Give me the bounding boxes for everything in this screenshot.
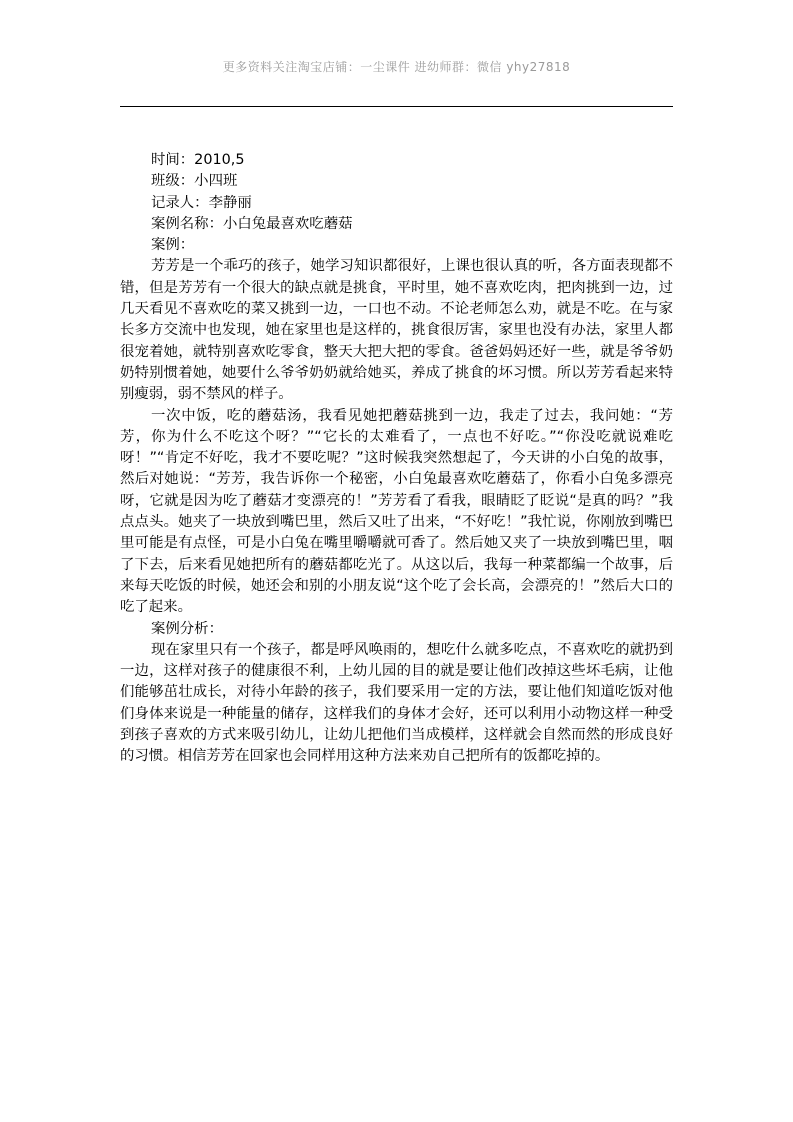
document-body — [120, 150, 673, 768]
header-divider — [120, 106, 673, 107]
case-paragraph-2: 一次中饭，吃的蘑菇汤，我看见她把蘑菇挑到一边，我走了过去，我问她：“芳芳，你为什么不吃这个呀？”“它长的太难看了，一点也不好吃。”“你没吃就说难吃呀！”“肯定不好吃，我才不要吃呢？”这时候我突然想起了，今天讲的小白兔的故事，然后对她说：“芳芳，我告诉你一个秘密，小白兔最喜欢吃蘑菇了，你看小白兔多漂亮呀，它就是因为吃了蘑菇才变漂亮的！”芳芳看了看我，眼睛眨了眨说“是真的吗？”我点点头。她夹了一块放到嘴巴里，然后又吐了出来，“不好吃！”我忙说，你刚放到嘴巴里可能是有点怪，可是小白兔在嘴里嚼嚼就可香了。然后她又夹了一块放到嘴巴里，咽了下去，后来看见她把所有的蘑菇都吃光了。从这以后，我每一种菜都编一个故事，后来每天吃饭的时候，她还会和别的小朋友说“这个吃了会长高，会漂亮的！”然后大口的吃了起来。 — [120, 407, 673, 616]
case-paragraph-1: 芳芳是一个乖巧的孩子，她学习知识都很好，上课也很认真的听，各方面表现都不错，但是芳芳有一个很大的缺点就是挑食，平时里，她不喜欢吃肉，把肉挑到一边，过几天看见不喜欢吃的菜又挑到一边，一口也不动。不论老师怎么劝，就是不吃。在与家长多方交流中也发现，她在家里也是这样的，挑食很厉害，家里也没有办法，家里人都很宠着她，就特别喜欢吃零食，整天大把大把的零食。爸爸妈妈还好一些，就是爷爷奶奶特别惯着她，她要什么爷爷奶奶就给她买，养成了挑食的坏习惯。所以芳芳看起来特别瘦弱，弱不禁风的样子。 — [120, 258, 673, 403]
page-header: 更多资料关注淘宝店铺：一尘课件 进幼师群：微信 yhy27818 — [222, 60, 571, 74]
analysis-paragraph: 现在家里只有一个孩子，都是呼风唤雨的，想吃什么就多吃点，不喜欢吃的就扔到一边，这样对孩子的健康很不利，上幼儿园的目的就是要让他们改掉这些坏毛病，让他们能够茁壮成长，对待小年龄的孩子，我们要采用一定的方法，要让他们知道吃饭对他们身体来说是一种能量的储存，这样我们的身体才会好，还可以利用小动物这样一种受到孩子喜欢的方式来吸引幼儿，让幼儿把他们当成模样，这样就会自然而然的形成良好的习惯。相信芳芳在回家也会同样用这种方法来劝自己把所有的饭都吃掉的。 — [120, 641, 673, 765]
case-label: 案例： — [151, 237, 195, 254]
case-name-line: 案例名称：小白兔最喜欢吃蘑菇 — [151, 215, 353, 232]
analysis-label: 案例分析： — [151, 620, 223, 637]
class-line: 班级：小四班 — [151, 173, 238, 190]
recorder-line: 记录人：李静丽 — [151, 194, 252, 211]
time-line: 时间：2010,5 — [151, 152, 245, 168]
